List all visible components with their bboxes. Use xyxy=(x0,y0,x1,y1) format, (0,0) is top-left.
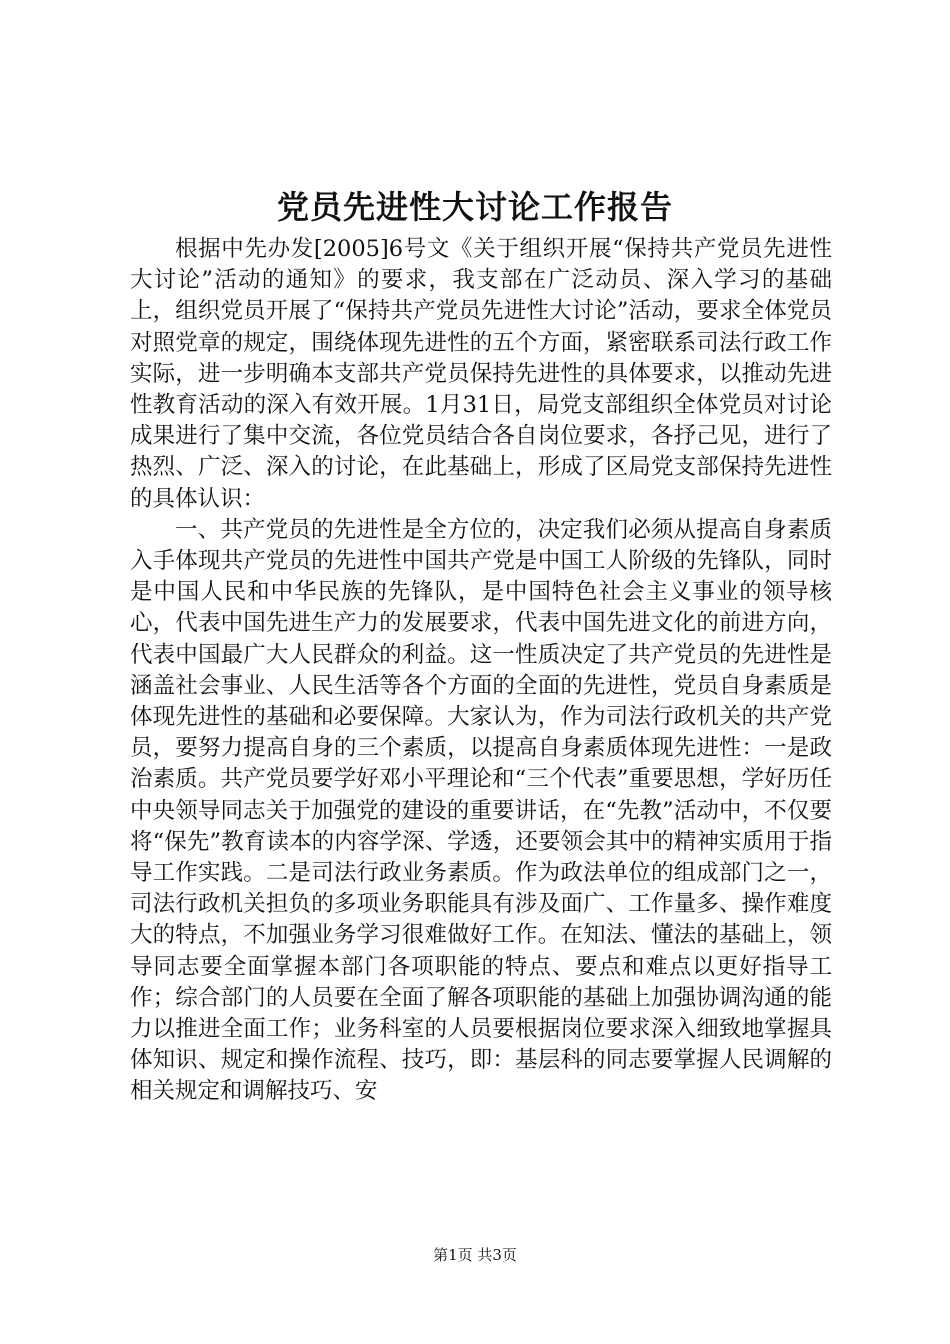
document-body xyxy=(130,234,832,1108)
document-title: 党员先进性大讨论工作报告 xyxy=(276,188,673,226)
paragraph-1: 根据中先办发[2005]6号文《关于组织开展“保持共产党员先进性大讨论”活动的通知》的要求，我支部在广泛动员、深入学习的基础上，组织党员开展了“保持共产党员先进性大讨论”活动，要求全体党员对照党章的规定，围绕体现先进性的五个方面，紧密联系司法行政工作实际，进一步明确本支部共产党员保持先进性的具体要求，以推动先进性教育活动的深入有效开展。1月31日，局党支部组织全体党员对讨论成果进行了集中交流，各位党员结合各自岗位要求，各抒己见，进行了热烈、广泛、深入的讨论，在此基础上，形成了区局党支部保持先进性的具体认识： xyxy=(130,236,832,512)
paragraph-2: 一、共产党员的先进性是全方位的，决定我们必须从提高自身素质入手体现共产党员的先进性中国共产党是中国工人阶级的先锋队，同时是中国人民和中华民族的先锋队，是中国特色社会主义事业的领导核心，代表中国先进生产力的发展要求，代表中国先进文化的前进方向，代表中国最广大人民群众的利益。这一性质决定了共产党员的先进性是涵盖社会事业、人民生活等各个方面的全面的先进性，党员自身素质是体现先进性的基础和必要保障。大家认为，作为司法行政机关的共产党员，要努力提高自身的三个素质，以提高自身素质体现先进性：一是政治素质。共产党员要学好邓小平理论和“三个代表”重要思想，学好历任中央领导同志关于加强党的建设的重要讲话，在“先教”活动中，不仅要将“保先”教育读本的内容学深、学透，还要领会其中的精神实质用于指导工作实践。二是司法行政业务素质。作为政法单位的组成部门之一，司法行政机关担负的多项业务职能具有涉及面广、工作量多、操作难度大的特点，不加强业务学习很难做好工作。在知法、懂法的基础上，领导同志要全面掌握本部门各项职能的特点、要点和难点以更好指导工作；综合部门的人员要在全面了解各项职能的基础上加强协调沟通的能力以推进全面工作；业务科室的人员要根据岗位要求深入细致地掌握具体知识、规定和操作流程、技巧，即：基层科的同志要掌握人民调解的相关规定和调解技巧、安 xyxy=(130,516,832,1105)
page-number-footer: 第1页 共3页 xyxy=(433,1246,517,1264)
